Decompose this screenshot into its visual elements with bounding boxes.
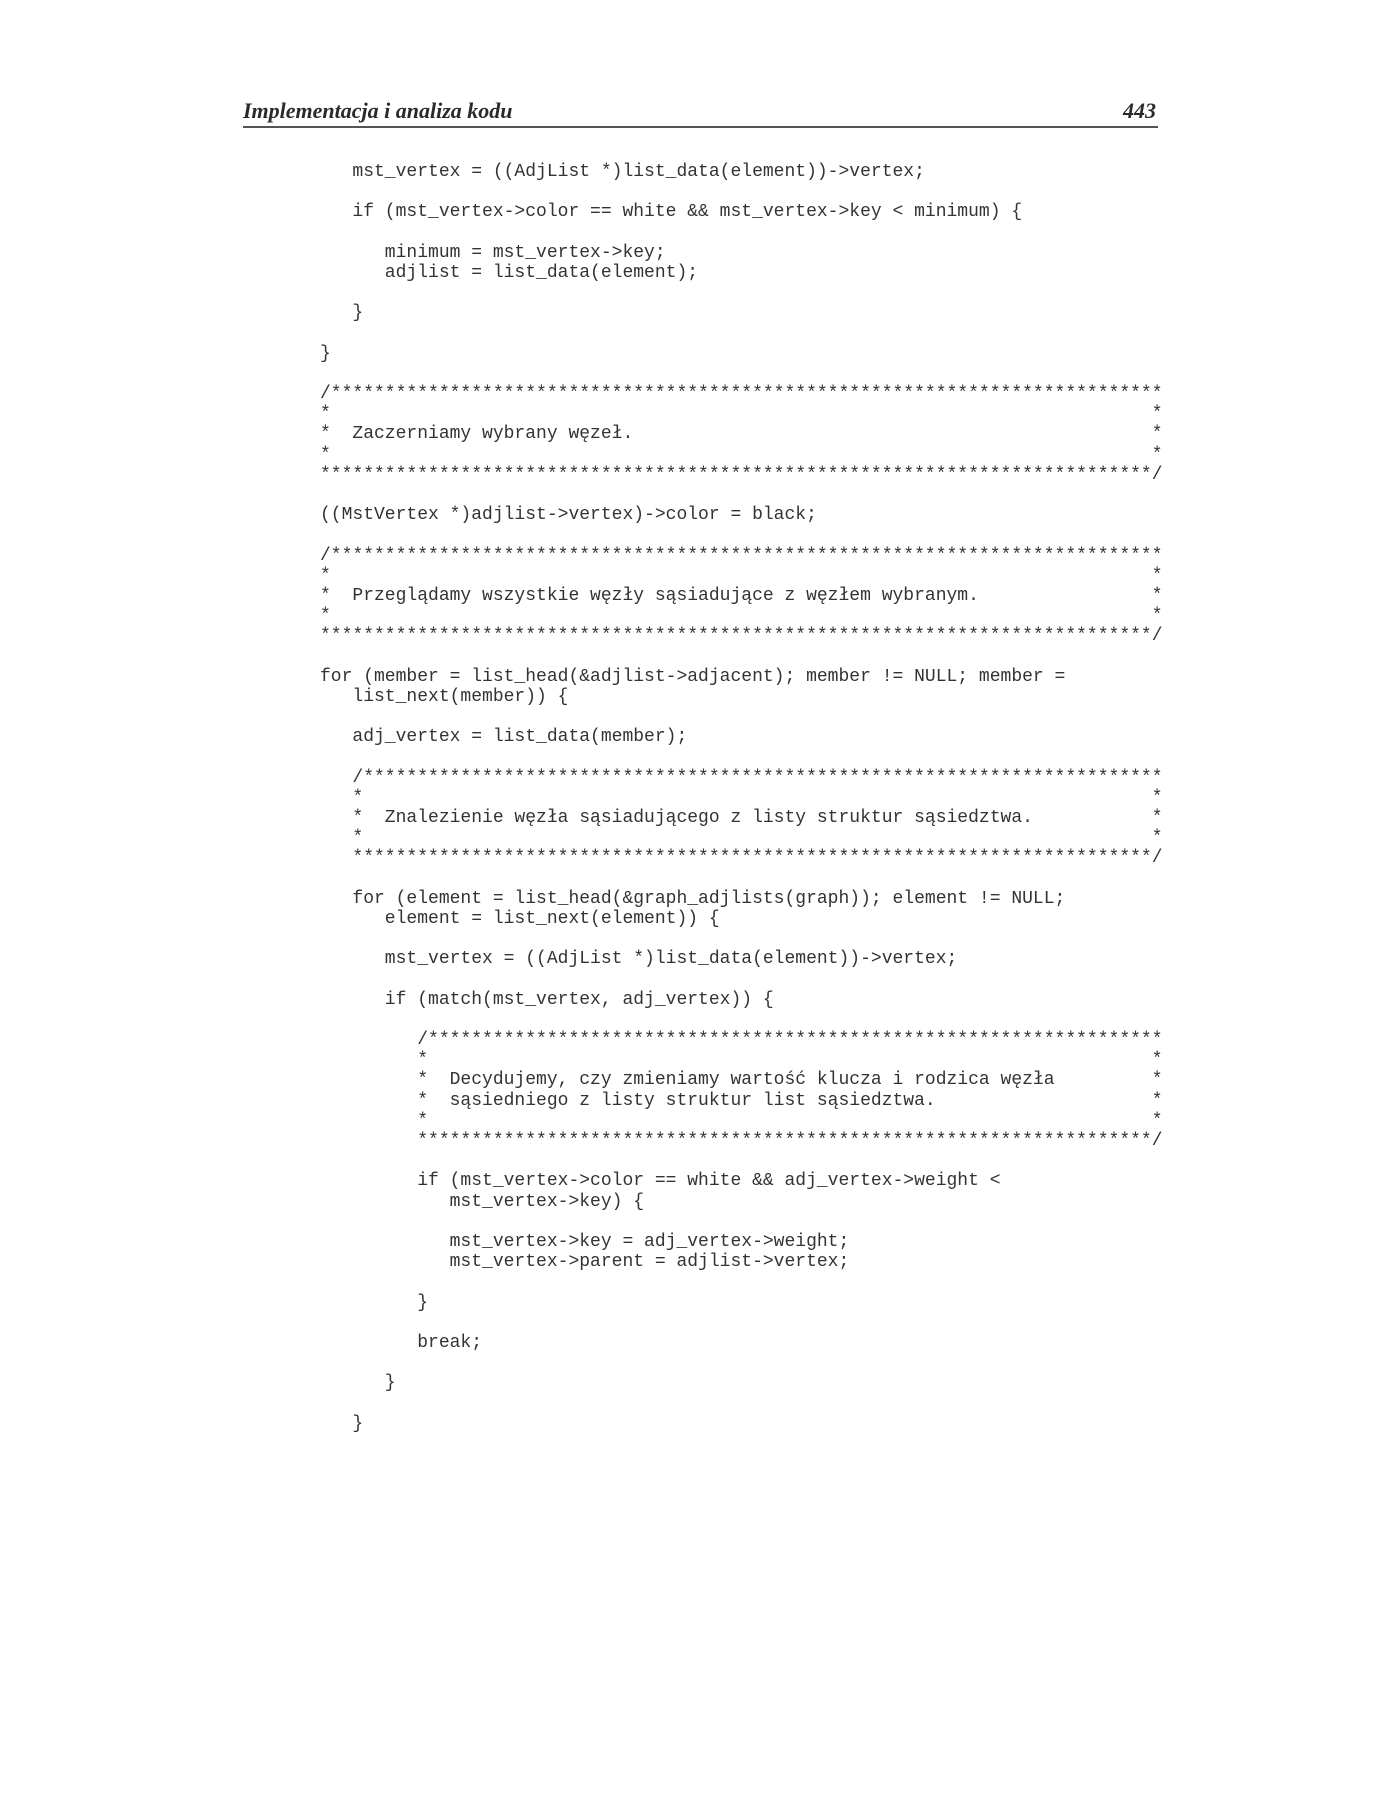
code-line: if (mst_vertex->color == white && mst_vertex->key < minimum) { <box>320 202 1023 223</box>
code-line: for (member = list_head(&adjlist->adjacent); member != NULL; member = <box>320 666 1066 687</box>
code-line <box>320 869 1160 889</box>
running-header-title: Implementacja i analiza kodu <box>243 98 513 123</box>
code-line: * * <box>320 1110 1163 1131</box>
code-line: * sąsiedniego z listy struktur list sąsiedztwa. * <box>320 1090 1163 1111</box>
code-line: element = list_next(element)) { <box>320 908 720 929</box>
code-line: * * <box>320 404 1163 425</box>
code-line: * * <box>320 565 1163 586</box>
code-line: mst_vertex = ((AdjList *)list_data(element))->vertex; <box>320 949 958 970</box>
code-line <box>320 283 1160 303</box>
code-line: /************************************************************************** <box>320 767 1163 788</box>
code-line <box>320 747 1160 767</box>
code-line: adj_vertex = list_data(member); <box>320 727 688 748</box>
code-line: minimum = mst_vertex->key; <box>320 242 666 263</box>
code-line: /******************************************************************** <box>320 1030 1163 1051</box>
code-line: adjlist = list_data(element); <box>320 262 699 283</box>
code-line: } <box>320 1292 429 1313</box>
code-line: ((MstVertex *)adjlist->vertex)->color = black; <box>320 505 817 526</box>
code-line: } <box>320 343 331 364</box>
code-line: list_next(member)) { <box>320 686 569 707</box>
code-line <box>320 1313 1160 1333</box>
code-line: * Decydujemy, czy zmieniamy wartość klucza i rodzica węzła * <box>320 1070 1163 1091</box>
code-line: break; <box>320 1332 483 1353</box>
code-line <box>320 324 1160 344</box>
code-line: } <box>320 1373 396 1394</box>
code-line: mst_vertex->key = adj_vertex->weight; <box>320 1231 850 1252</box>
code-line: for (element = list_head(&graph_adjlists(graph)); element != NULL; <box>320 888 1066 909</box>
code-line <box>320 1393 1160 1413</box>
code-line: mst_vertex->key) { <box>320 1191 645 1212</box>
code-line: if (mst_vertex->color == white && adj_vertex->weight < <box>320 1171 1001 1192</box>
code-line: *****************************************************************************/ <box>320 464 1163 485</box>
code-line: * Znalezienie węzła sąsiadującego z listy struktur sąsiedztwa. * <box>320 808 1163 828</box>
code-line: * * <box>320 828 1163 849</box>
code-line: /***************************************************************************** <box>320 384 1163 405</box>
code-line: * Zaczerniamy wybrany węzeł. * <box>320 424 1163 445</box>
code-line: ********************************************************************/ <box>320 1131 1163 1151</box>
code-line <box>320 1010 1160 1030</box>
code-line: **************************************************************************/ <box>320 848 1163 869</box>
code-line <box>320 485 1160 505</box>
code-line: * * <box>320 787 1163 808</box>
code-line <box>320 525 1160 545</box>
page-header <box>243 98 1158 128</box>
code-line: mst_vertex->parent = adjlist->vertex; <box>320 1252 850 1273</box>
code-line <box>320 1151 1160 1171</box>
code-listing <box>320 162 1163 1434</box>
code-line <box>320 647 1160 667</box>
code-line <box>320 223 1160 243</box>
page-number: 443 <box>1123 98 1156 123</box>
code-line: * * <box>320 606 1163 627</box>
code-line: * Przeglądamy wszystkie węzły sąsiadujące z węzłem wybranym. * <box>320 585 1163 606</box>
code-line <box>320 929 1160 949</box>
code-line <box>320 1212 1160 1232</box>
code-line: } <box>320 303 364 324</box>
code-line <box>320 1353 1160 1373</box>
code-line: } <box>320 1413 364 1434</box>
code-line: if (match(mst_vertex, adj_vertex)) { <box>320 989 774 1010</box>
code-line: *****************************************************************************/ <box>320 626 1163 647</box>
code-line: /***************************************************************************** <box>320 545 1163 566</box>
code-line: mst_vertex = ((AdjList *)list_data(element))->vertex; <box>320 162 925 182</box>
code-line <box>320 182 1160 202</box>
code-line <box>320 364 1160 384</box>
code-line <box>320 970 1160 990</box>
code-line <box>320 707 1160 727</box>
code-line <box>320 1272 1160 1292</box>
code-line: * * <box>320 444 1163 465</box>
code-line: * * <box>320 1050 1163 1071</box>
